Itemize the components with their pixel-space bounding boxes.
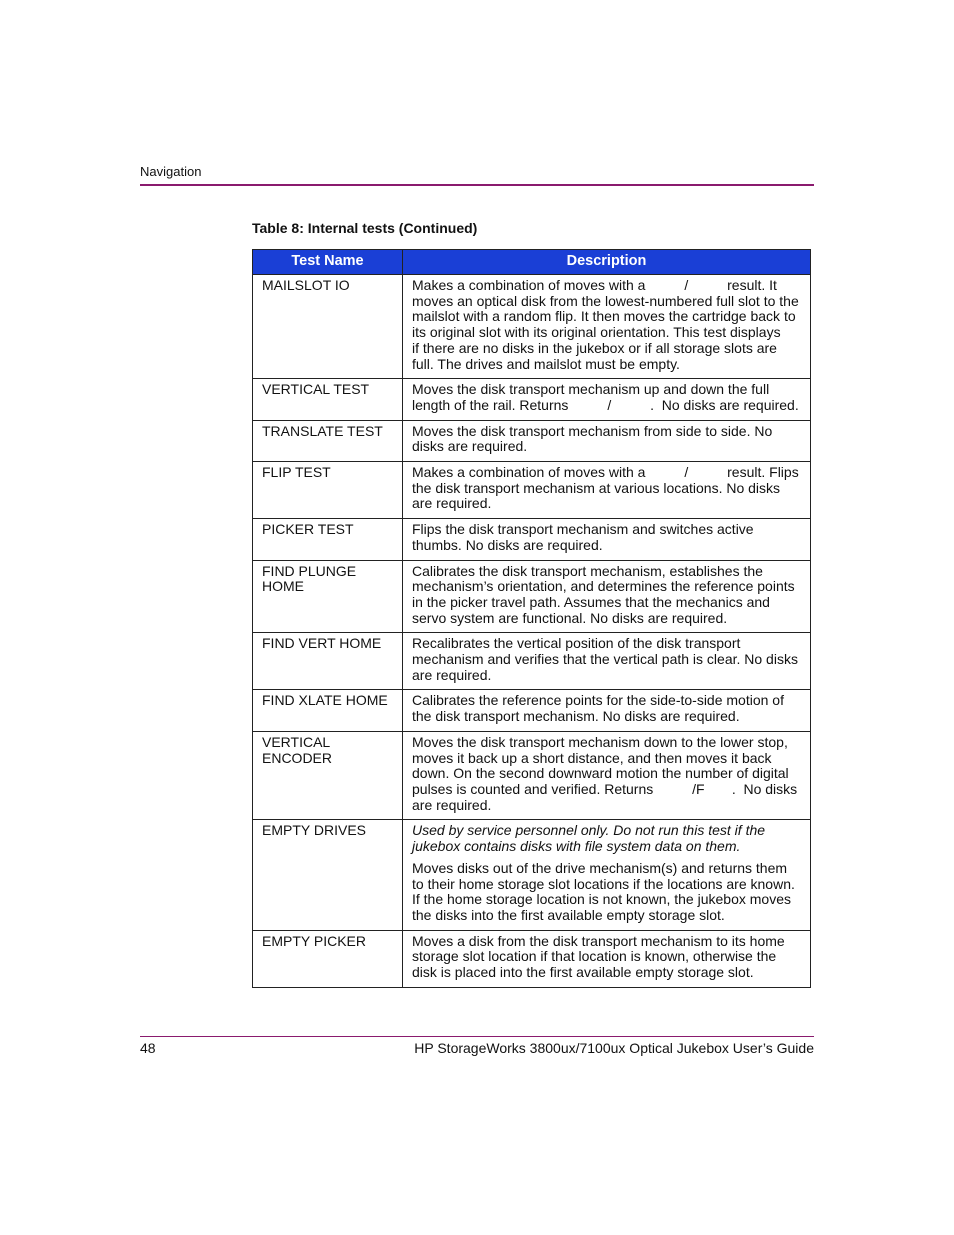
running-header: Navigation [140,164,202,179]
test-name-cell: MAILSLOT IO [253,275,403,379]
description-text: Calibrates the reference points for the side-to-side motion of the disk transport mechanism. No disks are required. [412,692,784,725]
table-row [253,633,811,690]
description-cell [403,420,811,461]
description-cell [403,379,811,420]
description-text: Makes a combination of moves with a / result. It moves an optical disk from the lowest-numbered full slot to the mailslot with a random flip. It then moves the cartridge back to its original slot with its original orientation. This test displays if there are no disks in the jukebox or if all storage slots are full. The drives and mailslot must be empty. [412,277,820,372]
table-row [253,379,811,420]
description-text: Moves the disk transport mechanism from side to side. No disks are required. [412,422,773,455]
description-cell [403,275,820,379]
description-text: Moves disks out of the drive mechanism(s) and returns them to their home storage slot locations if the locations are known. If the home storage location is not known, the jukebox moves the disks into the first available empty storage slot. [412,859,795,923]
description-text: Moves a disk from the disk transport mechanism to its home storage slot location if that location is known, otherwise the disk is placed into the first available empty storage slot. [412,932,785,981]
table-row [253,462,811,519]
test-name-cell: FLIP TEST [253,462,403,519]
test-name-cell: FIND VERT HOME [253,633,403,690]
table-row [253,560,811,633]
test-name-cell: VERTICAL ENCODER [253,731,403,820]
description-text: Flips the disk transport mechanism and switches active thumbs. No disks are required. [412,521,754,553]
page-number: 48 [140,1040,156,1056]
table-header-row [253,250,811,275]
description-cell [403,462,811,519]
internal-tests-table [252,249,820,988]
test-name-cell: PICKER TEST [253,519,403,560]
description-cell [403,690,811,731]
description-text: Recalibrates the vertical position of the disk transport mechanism and verifies that the vertical path is clear. No disks are required. [412,635,798,683]
test-name-cell: TRANSLATE TEST [253,420,403,461]
test-name-cell: FIND PLUNGE HOME [253,560,403,633]
test-name-cell: VERTICAL TEST [253,379,403,420]
description-cell [403,519,811,560]
test-name-cell: FIND XLATE HOME [253,690,403,731]
description-text: Makes a combination of moves with a / result. Flips the disk transport mechanism at various locations. No disks are required. [412,464,803,512]
table-row [253,690,811,731]
test-name-cell: EMPTY DRIVES [253,820,403,930]
test-name-cell: EMPTY PICKER [253,930,403,987]
description-cell [403,560,811,633]
table-row [253,930,811,987]
description-text: Moves the disk transport mechanism up and down the full length of the rail. Returns / . No disks are required. [412,381,799,413]
footer-rule [140,1036,814,1037]
table-row [253,820,811,930]
document-title: HP StorageWorks 3800ux/7100ux Optical Jukebox User’s Guide [414,1040,814,1056]
warning-note: Used by service personnel only. Do not run this test if the jukebox contains disks with file system data on them. [412,822,766,855]
description-cell [403,820,811,930]
table-row [253,731,811,820]
table-row [253,420,811,461]
description-text: Calibrates the disk transport mechanism, establishes the mechanism’s orientation, and determines the reference points in the picker travel path. Assumes that the mechanics and servo system are functional. No disks are required. [412,562,795,626]
description-cell [403,930,811,987]
table-row [253,519,811,560]
column-header-description: Description [403,250,811,275]
description-cell [403,731,811,820]
description-text: Moves the disk transport mechanism down to the lower stop, moves it back up a short distance, and then moves it back down. On the second downward motion the number of digital pulses is counted and verified. Returns /F . No disks are required. [412,733,802,813]
column-header-test-name: Test Name [253,250,403,275]
table-row [253,275,811,379]
table-caption: Table 8: Internal tests (Continued) [252,220,478,236]
header-rule [140,184,814,186]
description-cell [403,633,811,690]
